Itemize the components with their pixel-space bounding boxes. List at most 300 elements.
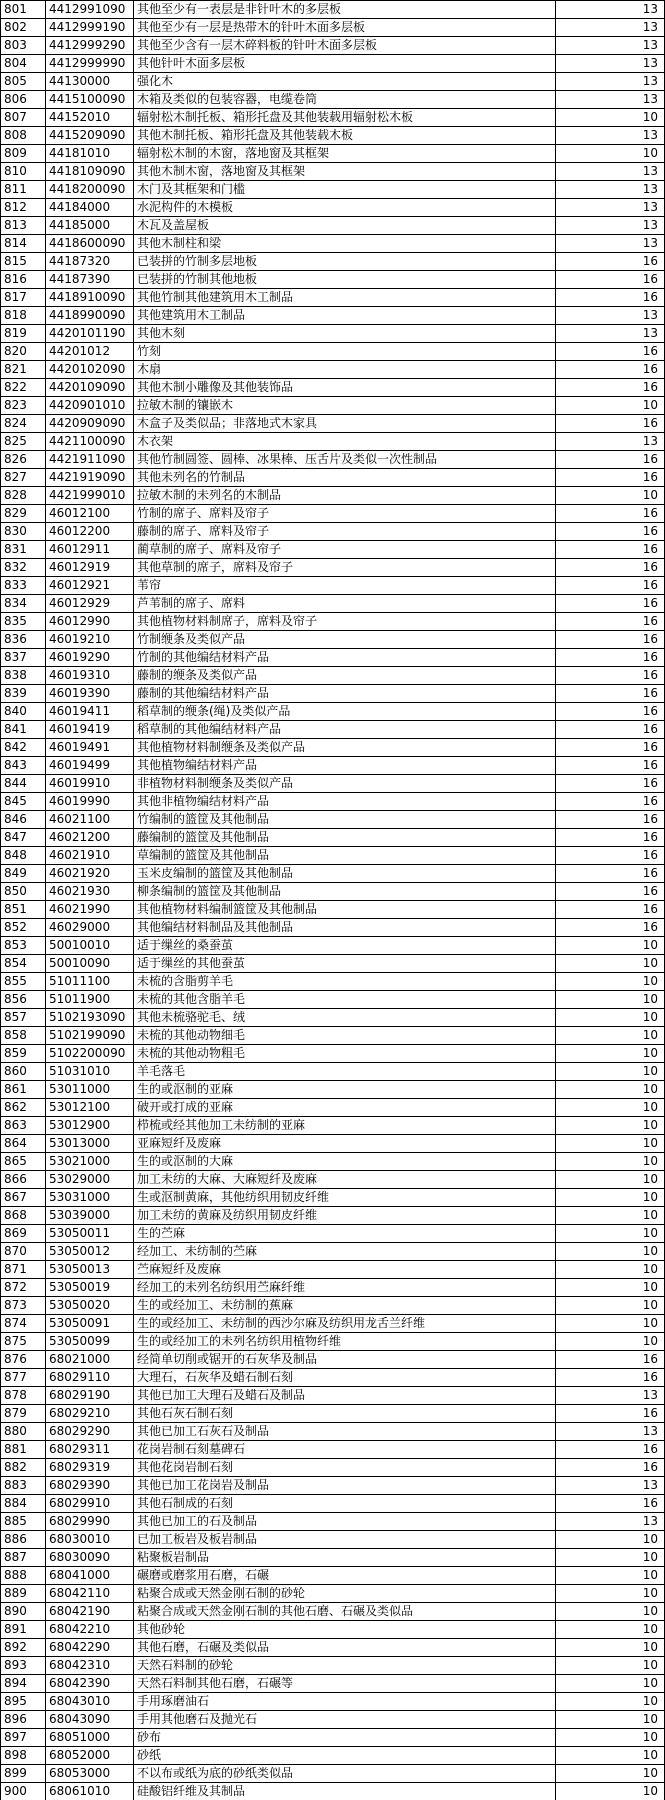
row-number-cell: 827 (1, 469, 46, 487)
description-cell: 辐射松木制的木窗，落地窗及其框架 (134, 145, 556, 163)
row-number-cell: 807 (1, 109, 46, 127)
table-row (1, 127, 665, 145)
row-number-cell: 875 (1, 1333, 46, 1351)
table-row (1, 775, 665, 793)
row-number-cell: 870 (1, 1243, 46, 1261)
row-number-cell: 817 (1, 289, 46, 307)
commodity-code-cell: 46012990 (46, 613, 134, 631)
commodity-code-cell: 46012100 (46, 505, 134, 523)
description-cell: 生的或沤制的大麻 (134, 1153, 556, 1171)
description-cell: 竹刻 (134, 343, 556, 361)
table-row (1, 1081, 665, 1099)
commodity-code-cell: 44181010 (46, 145, 134, 163)
commodity-code-cell: 51011900 (46, 991, 134, 1009)
table-row (1, 1459, 665, 1477)
rate-cell: 16 (556, 685, 665, 703)
description-cell: 其他木制托板、箱形托盘及其他装载木板 (134, 127, 556, 145)
description-cell: 草编制的篮筐及其他制品 (134, 847, 556, 865)
row-number-cell: 876 (1, 1351, 46, 1369)
row-number-cell: 844 (1, 775, 46, 793)
commodity-code-cell: 53050013 (46, 1261, 134, 1279)
rate-cell: 16 (556, 739, 665, 757)
row-number-cell: 840 (1, 703, 46, 721)
description-cell: 强化木 (134, 73, 556, 91)
table-row (1, 865, 665, 883)
table-row (1, 667, 665, 685)
table-row (1, 793, 665, 811)
row-number-cell: 837 (1, 649, 46, 667)
description-cell: 其他石磨，石碾及类似品 (134, 1639, 556, 1657)
table-row (1, 1477, 665, 1495)
table-row (1, 991, 665, 1009)
commodity-code-cell: 68029210 (46, 1405, 134, 1423)
row-number-cell: 850 (1, 883, 46, 901)
row-number-cell: 895 (1, 1693, 46, 1711)
row-number-cell: 836 (1, 631, 46, 649)
commodity-code-cell: 46012919 (46, 559, 134, 577)
table-row (1, 1351, 665, 1369)
table-row (1, 487, 665, 505)
description-cell: 粘聚合成或天然金刚石制的其他石磨、石碾及类似品 (134, 1603, 556, 1621)
row-number-cell: 813 (1, 217, 46, 235)
table-row (1, 1405, 665, 1423)
table-row (1, 307, 665, 325)
commodity-code-cell: 4420109090 (46, 379, 134, 397)
table-row (1, 451, 665, 469)
commodity-code-cell: 50010090 (46, 955, 134, 973)
rate-cell: 10 (556, 1081, 665, 1099)
commodity-code-cell: 46019419 (46, 721, 134, 739)
description-cell: 加工未纺的大麻、大麻短纤及废麻 (134, 1171, 556, 1189)
rate-cell: 10 (556, 991, 665, 1009)
table-row (1, 1099, 665, 1117)
row-number-cell: 834 (1, 595, 46, 613)
rate-cell: 16 (556, 379, 665, 397)
table-row (1, 19, 665, 37)
row-number-cell: 859 (1, 1045, 46, 1063)
commodity-code-cell: 68061010 (46, 1783, 134, 1800)
description-cell: 生的苎麻 (134, 1225, 556, 1243)
table-row (1, 163, 665, 181)
commodity-code-cell: 46019411 (46, 703, 134, 721)
description-cell: 其他已加工花岗岩及制品 (134, 1477, 556, 1495)
table-row (1, 649, 665, 667)
rate-cell: 16 (556, 793, 665, 811)
commodity-code-cell: 5102199090 (46, 1027, 134, 1045)
row-number-cell: 874 (1, 1315, 46, 1333)
description-cell: 砂纸 (134, 1747, 556, 1765)
row-number-cell: 899 (1, 1765, 46, 1783)
row-number-cell: 884 (1, 1495, 46, 1513)
table-row (1, 1513, 665, 1531)
rate-cell: 16 (556, 721, 665, 739)
rate-cell: 10 (556, 955, 665, 973)
commodity-code-cell: 4418990090 (46, 307, 134, 325)
commodity-code-cell: 46012911 (46, 541, 134, 559)
table-row (1, 937, 665, 955)
row-number-cell: 856 (1, 991, 46, 1009)
rate-cell: 13 (556, 181, 665, 199)
row-number-cell: 804 (1, 55, 46, 73)
commodity-code-cell: 46021910 (46, 847, 134, 865)
rate-cell: 10 (556, 973, 665, 991)
commodity-code-cell: 68042390 (46, 1675, 134, 1693)
table-row (1, 1747, 665, 1765)
table-row (1, 55, 665, 73)
row-number-cell: 801 (1, 1, 46, 19)
table-row (1, 1, 665, 19)
commodity-code-cell: 68021000 (46, 1351, 134, 1369)
commodity-code-cell: 4420909090 (46, 415, 134, 433)
description-cell: 木瓦及盖屋板 (134, 217, 556, 235)
commodity-code-cell: 4412999190 (46, 19, 134, 37)
commodity-code-cell: 46012929 (46, 595, 134, 613)
description-cell: 天然石料制其他石磨，石碾等 (134, 1675, 556, 1693)
rate-cell: 16 (556, 343, 665, 361)
row-number-cell: 869 (1, 1225, 46, 1243)
rate-cell: 13 (556, 55, 665, 73)
table-row (1, 1315, 665, 1333)
commodity-code-cell: 4421919090 (46, 469, 134, 487)
description-cell: 藤制的其他编结材料产品 (134, 685, 556, 703)
rate-cell: 16 (556, 919, 665, 937)
table-row (1, 505, 665, 523)
rate-cell: 13 (556, 433, 665, 451)
row-number-cell: 846 (1, 811, 46, 829)
description-cell: 其他非植物编结材料产品 (134, 793, 556, 811)
description-cell: 其他未列名的竹制品 (134, 469, 556, 487)
table-row (1, 721, 665, 739)
table-row (1, 217, 665, 235)
row-number-cell: 815 (1, 253, 46, 271)
rate-cell: 13 (556, 1477, 665, 1495)
commodity-code-cell: 46012921 (46, 577, 134, 595)
description-cell: 未梳的含脂剪羊毛 (134, 973, 556, 991)
table-row (1, 1009, 665, 1027)
commodity-code-cell: 50010010 (46, 937, 134, 955)
row-number-cell: 887 (1, 1549, 46, 1567)
description-cell: 其他建筑用木工制品 (134, 307, 556, 325)
description-cell: 其他石灰石制石刻 (134, 1405, 556, 1423)
rate-cell: 10 (556, 1279, 665, 1297)
row-number-cell: 894 (1, 1675, 46, 1693)
rate-cell: 16 (556, 361, 665, 379)
row-number-cell: 882 (1, 1459, 46, 1477)
commodity-code-cell: 4418109090 (46, 163, 134, 181)
rate-cell: 13 (556, 1, 665, 19)
table-row (1, 271, 665, 289)
table-row (1, 1693, 665, 1711)
row-number-cell: 897 (1, 1729, 46, 1747)
rate-cell: 16 (556, 829, 665, 847)
rate-cell: 16 (556, 847, 665, 865)
row-number-cell: 841 (1, 721, 46, 739)
commodity-code-cell: 4421100090 (46, 433, 134, 451)
row-number-cell: 811 (1, 181, 46, 199)
commodity-code-cell: 4418200090 (46, 181, 134, 199)
row-number-cell: 862 (1, 1099, 46, 1117)
table-row (1, 1495, 665, 1513)
row-number-cell: 864 (1, 1135, 46, 1153)
commodity-code-cell: 4418600090 (46, 235, 134, 253)
description-cell: 苇帘 (134, 577, 556, 595)
rate-cell: 10 (556, 1207, 665, 1225)
commodity-code-cell: 53050019 (46, 1279, 134, 1297)
rate-cell: 13 (556, 1513, 665, 1531)
commodity-code-cell: 4412991090 (46, 1, 134, 19)
table-row (1, 1063, 665, 1081)
description-cell: 破开或打成的亚麻 (134, 1099, 556, 1117)
commodity-code-cell: 53012900 (46, 1117, 134, 1135)
description-cell: 其他至少含有一层木碎料板的针叶木面多层板 (134, 37, 556, 55)
rate-cell: 13 (556, 235, 665, 253)
description-cell: 其他木制小雕像及其他装饰品 (134, 379, 556, 397)
description-cell: 大理石，石灰华及蜡石制石刻 (134, 1369, 556, 1387)
table-row (1, 1189, 665, 1207)
commodity-code-cell: 46021990 (46, 901, 134, 919)
description-cell: 其他植物材料制席子，席料及帘子 (134, 613, 556, 631)
table-row (1, 1135, 665, 1153)
table-row (1, 415, 665, 433)
rate-cell: 16 (556, 559, 665, 577)
table-row (1, 1261, 665, 1279)
commodity-code-cell: 53039000 (46, 1207, 134, 1225)
table-row (1, 847, 665, 865)
commodity-code-cell: 68029990 (46, 1513, 134, 1531)
rate-cell: 16 (556, 757, 665, 775)
row-number-cell: 821 (1, 361, 46, 379)
row-number-cell: 808 (1, 127, 46, 145)
row-number-cell: 806 (1, 91, 46, 109)
table-row (1, 1279, 665, 1297)
rate-cell: 10 (556, 1531, 665, 1549)
row-number-cell: 900 (1, 1783, 46, 1800)
row-number-cell: 810 (1, 163, 46, 181)
row-number-cell: 812 (1, 199, 46, 217)
commodity-code-cell: 44184000 (46, 199, 134, 217)
row-number-cell: 865 (1, 1153, 46, 1171)
commodity-code-cell: 4412999290 (46, 37, 134, 55)
description-cell: 生的或经加工、未纺制的蕉麻 (134, 1297, 556, 1315)
description-cell: 适于缫丝的其他蚕茧 (134, 955, 556, 973)
description-cell: 其他编结材料制品及其他制品 (134, 919, 556, 937)
row-number-cell: 829 (1, 505, 46, 523)
commodity-code-cell: 46019990 (46, 793, 134, 811)
description-cell: 已装拼的竹制多层地板 (134, 253, 556, 271)
row-number-cell: 802 (1, 19, 46, 37)
commodity-code-cell: 53050091 (46, 1315, 134, 1333)
description-cell: 木箱及类似的包装容器，电缆卷筒 (134, 91, 556, 109)
rate-cell: 13 (556, 19, 665, 37)
rate-cell: 10 (556, 1765, 665, 1783)
table-row (1, 595, 665, 613)
commodity-code-cell: 51011100 (46, 973, 134, 991)
description-cell: 手用其他磨石及抛光石 (134, 1711, 556, 1729)
description-cell: 其他至少有一层是热带木的针叶木面多层板 (134, 19, 556, 37)
row-number-cell: 861 (1, 1081, 46, 1099)
description-cell: 蔺草制的席子、席料及帘子 (134, 541, 556, 559)
rate-cell: 13 (556, 91, 665, 109)
description-cell: 其他竹制圆签、圆棒、冰果棒、压舌片及类似一次性制品 (134, 451, 556, 469)
row-number-cell: 809 (1, 145, 46, 163)
row-number-cell: 868 (1, 1207, 46, 1225)
description-cell: 天然石料制的砂轮 (134, 1657, 556, 1675)
table-row (1, 883, 665, 901)
rate-cell: 10 (556, 1135, 665, 1153)
table-row (1, 1369, 665, 1387)
table-row (1, 253, 665, 271)
table-row (1, 181, 665, 199)
table-row (1, 325, 665, 343)
description-cell: 辐射松木制托板、箱形托盘及其他装载用辐射松木板 (134, 109, 556, 127)
rate-cell: 10 (556, 1675, 665, 1693)
table-row (1, 1765, 665, 1783)
description-cell: 经简单切削或锯开的石灰华及制品 (134, 1351, 556, 1369)
description-cell: 其他针叶木面多层板 (134, 55, 556, 73)
row-number-cell: 820 (1, 343, 46, 361)
table-row (1, 541, 665, 559)
table-row (1, 109, 665, 127)
rate-cell: 10 (556, 1621, 665, 1639)
rate-cell: 16 (556, 289, 665, 307)
row-number-cell: 871 (1, 1261, 46, 1279)
rate-cell: 16 (556, 649, 665, 667)
row-number-cell: 873 (1, 1297, 46, 1315)
rate-cell: 10 (556, 1063, 665, 1081)
row-number-cell: 858 (1, 1027, 46, 1045)
table-row (1, 577, 665, 595)
row-number-cell: 822 (1, 379, 46, 397)
rate-cell: 16 (556, 1495, 665, 1513)
rate-cell: 10 (556, 1567, 665, 1585)
row-number-cell: 879 (1, 1405, 46, 1423)
row-number-cell: 890 (1, 1603, 46, 1621)
rate-cell: 13 (556, 217, 665, 235)
row-number-cell: 845 (1, 793, 46, 811)
rate-cell: 16 (556, 631, 665, 649)
rate-cell: 16 (556, 523, 665, 541)
description-cell: 木扇 (134, 361, 556, 379)
row-number-cell: 819 (1, 325, 46, 343)
description-cell: 其他已加工的石及制品 (134, 1513, 556, 1531)
rate-cell: 13 (556, 325, 665, 343)
row-number-cell: 824 (1, 415, 46, 433)
rate-cell: 16 (556, 541, 665, 559)
description-cell: 未梳的其他动物粗毛 (134, 1045, 556, 1063)
row-number-cell: 825 (1, 433, 46, 451)
commodity-code-cell: 44130000 (46, 73, 134, 91)
table-row (1, 973, 665, 991)
commodity-code-cell: 68029319 (46, 1459, 134, 1477)
rate-cell: 16 (556, 469, 665, 487)
rate-cell: 10 (556, 109, 665, 127)
table-row (1, 1657, 665, 1675)
description-cell: 柳条编制的篮筐及其他制品 (134, 883, 556, 901)
rate-cell: 13 (556, 1387, 665, 1405)
rate-cell: 10 (556, 1045, 665, 1063)
table-row (1, 631, 665, 649)
description-cell: 硅酸铝纤维及其制品 (134, 1783, 556, 1800)
row-number-cell: 805 (1, 73, 46, 91)
rate-cell: 13 (556, 1423, 665, 1441)
commodity-code-cell: 68029910 (46, 1495, 134, 1513)
commodity-code-cell: 68042210 (46, 1621, 134, 1639)
table-body (1, 1, 665, 1800)
commodity-code-cell: 46019390 (46, 685, 134, 703)
description-cell: 粘聚板岩制品 (134, 1549, 556, 1567)
table-row (1, 1783, 665, 1800)
commodity-code-cell: 53012100 (46, 1099, 134, 1117)
rate-cell: 10 (556, 1657, 665, 1675)
table-row (1, 685, 665, 703)
table-row (1, 613, 665, 631)
description-cell: 竹编制的篮筐及其他制品 (134, 811, 556, 829)
row-number-cell: 835 (1, 613, 46, 631)
rate-cell: 16 (556, 1351, 665, 1369)
row-number-cell: 866 (1, 1171, 46, 1189)
description-cell: 竹制的席子、席料及帘子 (134, 505, 556, 523)
description-cell: 藤制的缏条及类似产品 (134, 667, 556, 685)
rate-cell: 10 (556, 1729, 665, 1747)
description-cell: 未梳的其他动物细毛 (134, 1027, 556, 1045)
description-cell: 生的或经加工的未列名纺织用植物纤维 (134, 1333, 556, 1351)
rate-cell: 10 (556, 1117, 665, 1135)
table-row (1, 1711, 665, 1729)
table-row (1, 811, 665, 829)
commodity-code-cell: 46019310 (46, 667, 134, 685)
rate-cell: 16 (556, 1369, 665, 1387)
row-number-cell: 847 (1, 829, 46, 847)
row-number-cell: 814 (1, 235, 46, 253)
description-cell: 藤制的席子、席料及帘子 (134, 523, 556, 541)
row-number-cell: 857 (1, 1009, 46, 1027)
rate-cell: 16 (556, 703, 665, 721)
rate-cell: 10 (556, 1603, 665, 1621)
description-cell: 木门及其框架和门槛 (134, 181, 556, 199)
row-number-cell: 891 (1, 1621, 46, 1639)
commodity-code-cell: 68041000 (46, 1567, 134, 1585)
description-cell: 经加工、未纺制的苎麻 (134, 1243, 556, 1261)
commodity-code-cell: 51031010 (46, 1063, 134, 1081)
description-cell: 其他木刻 (134, 325, 556, 343)
rate-cell: 10 (556, 1225, 665, 1243)
rate-cell: 16 (556, 505, 665, 523)
commodity-code-cell: 68029290 (46, 1423, 134, 1441)
commodity-code-cell: 44201012 (46, 343, 134, 361)
description-cell: 其他已加工石灰石及制品 (134, 1423, 556, 1441)
commodity-code-cell: 4418910090 (46, 289, 134, 307)
rate-cell: 10 (556, 1783, 665, 1800)
table-row (1, 739, 665, 757)
row-number-cell: 893 (1, 1657, 46, 1675)
commodity-code-cell: 44187390 (46, 271, 134, 289)
row-number-cell: 883 (1, 1477, 46, 1495)
description-cell: 玉米皮编制的篮筐及其他制品 (134, 865, 556, 883)
description-cell: 羊毛落毛 (134, 1063, 556, 1081)
row-number-cell: 823 (1, 397, 46, 415)
rate-cell: 10 (556, 1261, 665, 1279)
table-row (1, 397, 665, 415)
row-number-cell: 886 (1, 1531, 46, 1549)
rate-cell: 13 (556, 127, 665, 145)
description-cell: 芦苇制的席子、席料 (134, 595, 556, 613)
table-row (1, 343, 665, 361)
row-number-cell: 818 (1, 307, 46, 325)
commodity-code-cell: 68052000 (46, 1747, 134, 1765)
table-row (1, 1585, 665, 1603)
description-cell: 水泥构件的木模板 (134, 199, 556, 217)
commodity-code-cell: 46019290 (46, 649, 134, 667)
